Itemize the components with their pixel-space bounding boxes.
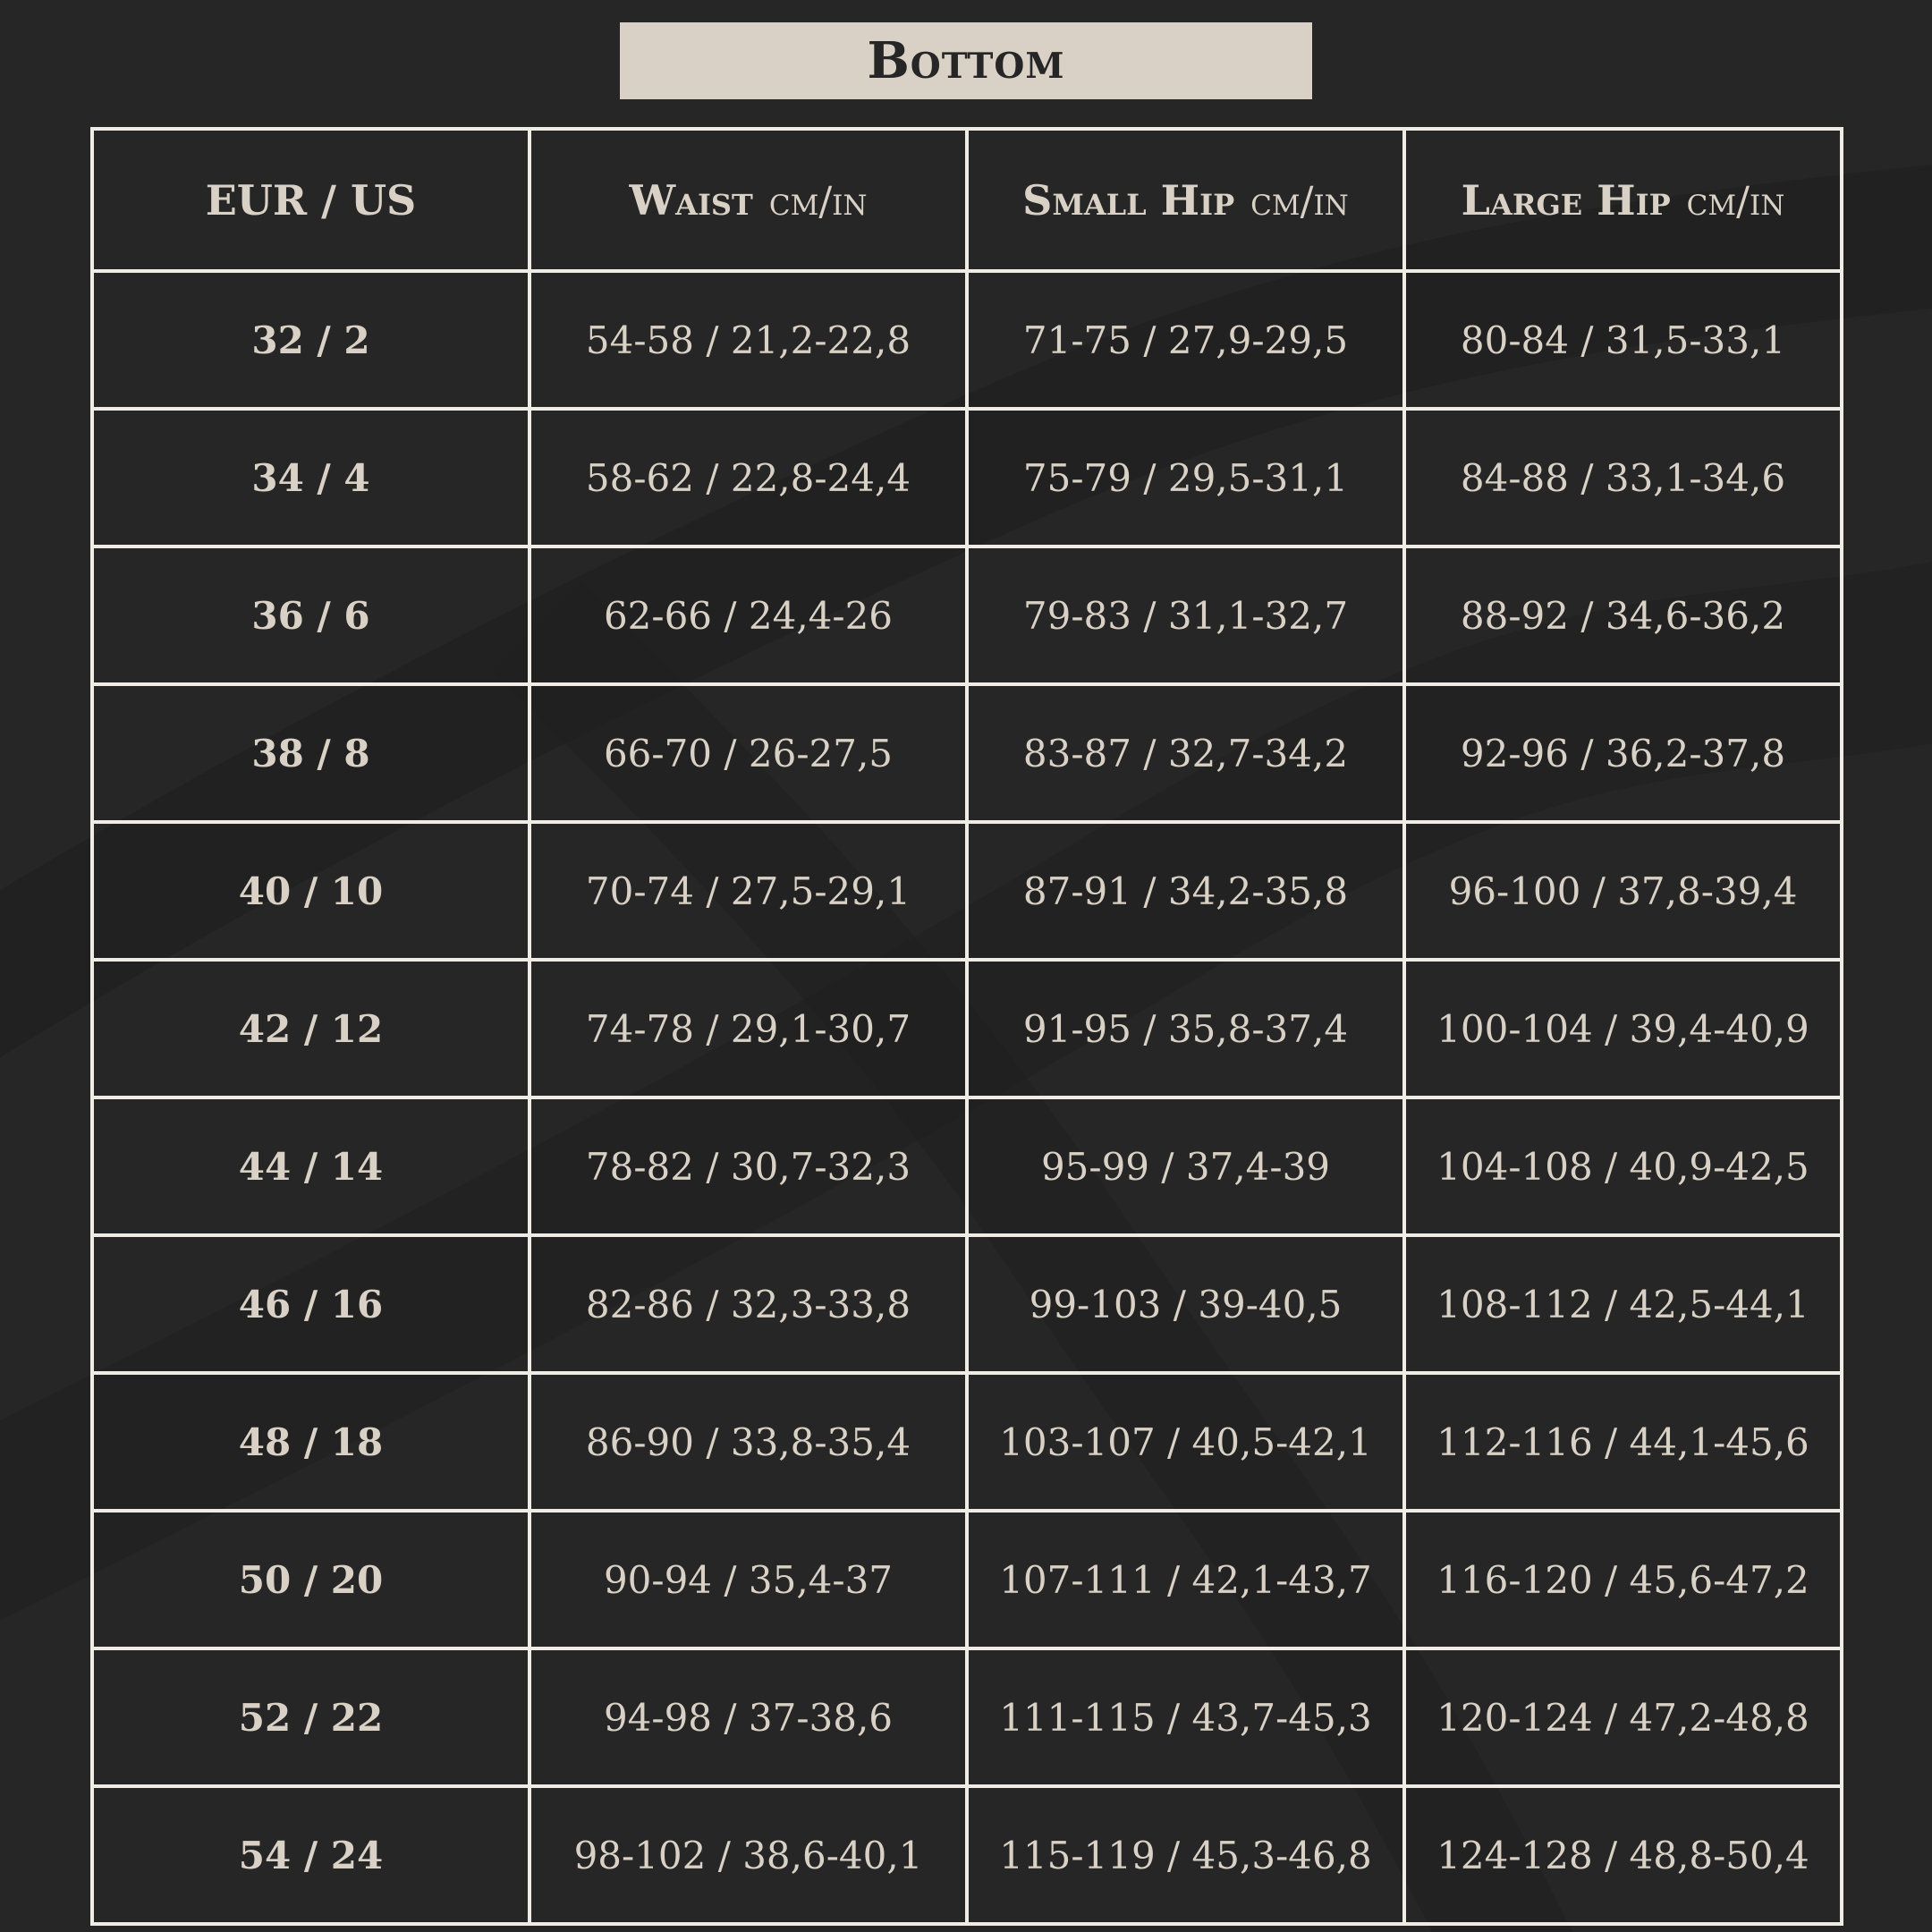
size-cell: 48 / 18: [92, 1373, 530, 1511]
waist-cell: 86-90 / 33,8-35,4: [530, 1373, 967, 1511]
size-cell: 50 / 20: [92, 1511, 530, 1648]
waist-cell: 90-94 / 35,4-37: [530, 1511, 967, 1648]
large-hip-cell: 104-108 / 40,9-42,5: [1404, 1097, 1842, 1235]
small-hip-cell: 111-115 / 43,7-45,3: [967, 1648, 1404, 1786]
large-hip-cell: 124-128 / 48,8-50,4: [1404, 1786, 1842, 1924]
table-row: [92, 409, 1842, 547]
large-hip-cell: 96-100 / 37,8-39,4: [1404, 822, 1842, 960]
waist-cell: 94-98 / 37-38,6: [530, 1648, 967, 1786]
large-hip-cell: 80-84 / 31,5-33,1: [1404, 271, 1842, 409]
table-row: [92, 1235, 1842, 1373]
waist-cell: 58-62 / 22,8-24,4: [530, 409, 967, 547]
large-hip-cell: 112-116 / 44,1-45,6: [1404, 1373, 1842, 1511]
large-hip-cell: 108-112 / 42,5-44,1: [1404, 1235, 1842, 1373]
table-row: [92, 1097, 1842, 1235]
small-hip-cell: 83-87 / 32,7-34,2: [967, 684, 1404, 822]
header-large-hip-label: Large Hip: [1461, 175, 1671, 225]
header-large-hip-unit: cm/in: [1686, 178, 1785, 225]
small-hip-cell: 107-111 / 42,1-43,7: [967, 1511, 1404, 1648]
size-cell: 44 / 14: [92, 1097, 530, 1235]
header-large-hip: [1404, 129, 1842, 271]
table-row: [92, 1786, 1842, 1924]
waist-cell: 98-102 / 38,6-40,1: [530, 1786, 967, 1924]
table-row: [92, 822, 1842, 960]
large-hip-cell: 120-124 / 47,2-48,8: [1404, 1648, 1842, 1786]
small-hip-cell: 79-83 / 31,1-32,7: [967, 547, 1404, 684]
header-waist-label: Waist: [629, 175, 753, 225]
size-cell: 42 / 12: [92, 960, 530, 1097]
waist-cell: 82-86 / 32,3-33,8: [530, 1235, 967, 1373]
page-title: Bottom: [867, 31, 1065, 90]
table-row: [92, 1648, 1842, 1786]
size-cell: 34 / 4: [92, 409, 530, 547]
small-hip-cell: 71-75 / 27,9-29,5: [967, 271, 1404, 409]
table-row: [92, 1511, 1842, 1648]
header-small-hip: [967, 129, 1404, 271]
small-hip-cell: 91-95 / 35,8-37,4: [967, 960, 1404, 1097]
header-size-label: EUR / US: [205, 175, 417, 225]
small-hip-cell: 95-99 / 37,4-39: [967, 1097, 1404, 1235]
header-small-hip-label: Small Hip: [1022, 175, 1235, 225]
small-hip-cell: 87-91 / 34,2-35,8: [967, 822, 1404, 960]
large-hip-cell: 88-92 / 34,6-36,2: [1404, 547, 1842, 684]
waist-cell: 74-78 / 29,1-30,7: [530, 960, 967, 1097]
large-hip-cell: 100-104 / 39,4-40,9: [1404, 960, 1842, 1097]
small-hip-cell: 99-103 / 39-40,5: [967, 1235, 1404, 1373]
size-cell: 36 / 6: [92, 547, 530, 684]
table-row: [92, 547, 1842, 684]
large-hip-cell: 92-96 / 36,2-37,8: [1404, 684, 1842, 822]
title-banner: [620, 22, 1312, 99]
table-row: [92, 960, 1842, 1097]
table-row: [92, 271, 1842, 409]
size-cell: 38 / 8: [92, 684, 530, 822]
size-cell: 40 / 10: [92, 822, 530, 960]
waist-cell: 70-74 / 27,5-29,1: [530, 822, 967, 960]
header-size: [92, 129, 530, 271]
waist-cell: 54-58 / 21,2-22,8: [530, 271, 967, 409]
table-row: [92, 1373, 1842, 1511]
header-waist: [530, 129, 967, 271]
large-hip-cell: 116-120 / 45,6-47,2: [1404, 1511, 1842, 1648]
size-cell: 46 / 16: [92, 1235, 530, 1373]
header-waist-unit: cm/in: [768, 178, 868, 225]
waist-cell: 66-70 / 26-27,5: [530, 684, 967, 822]
table-row: [92, 684, 1842, 822]
waist-cell: 78-82 / 30,7-32,3: [530, 1097, 967, 1235]
header-small-hip-unit: cm/in: [1250, 178, 1349, 225]
waist-cell: 62-66 / 24,4-26: [530, 547, 967, 684]
large-hip-cell: 84-88 / 33,1-34,6: [1404, 409, 1842, 547]
small-hip-cell: 115-119 / 45,3-46,8: [967, 1786, 1404, 1924]
size-cell: 32 / 2: [92, 271, 530, 409]
small-hip-cell: 75-79 / 29,5-31,1: [967, 409, 1404, 547]
size-cell: 54 / 24: [92, 1786, 530, 1924]
small-hip-cell: 103-107 / 40,5-42,1: [967, 1373, 1404, 1511]
table-header-row: [92, 129, 1842, 271]
size-chart-table: [90, 127, 1843, 1926]
size-cell: 52 / 22: [92, 1648, 530, 1786]
